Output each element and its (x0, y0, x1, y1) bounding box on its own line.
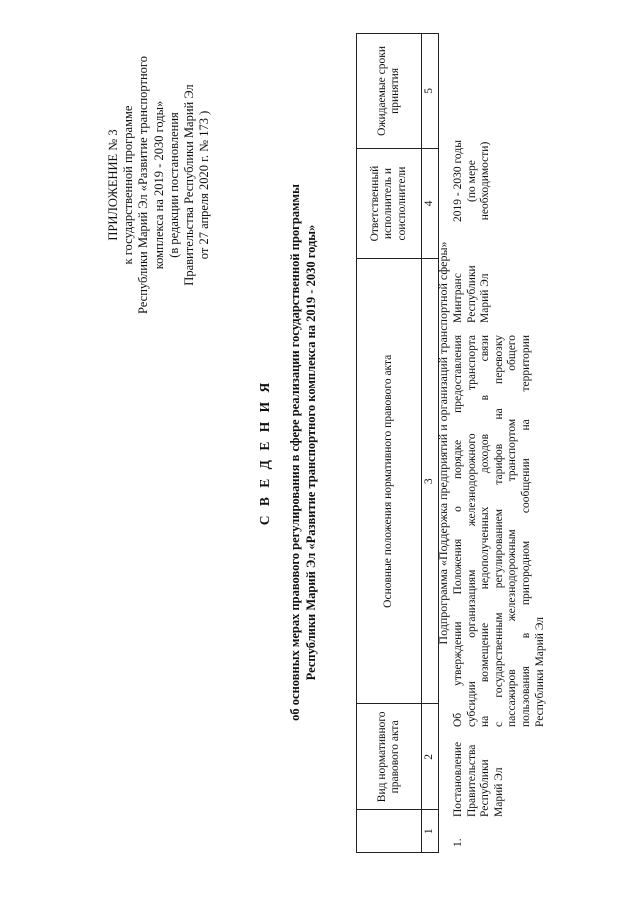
row-responsible (452, 235, 493, 323)
measures-table (356, 33, 439, 853)
row-provisions (452, 335, 547, 727)
header-cell-responsible: Ответственный исполнитель и соисполнители (357, 148, 422, 258)
row-act-type (452, 733, 506, 817)
appendix-line: ПРИЛОЖЕНИЕ № 3 (106, 129, 120, 241)
subprogram-title: Подпрограмма «Поддержка предприятий и организаций транспортной сферы» (436, 241, 450, 645)
provisions-line: Об утверждении Положения о порядке предоставления (452, 335, 464, 727)
header-cell-provisions: Основные положения нормативного правового акта (357, 259, 422, 704)
row-number: 1. (452, 838, 464, 847)
column-number-cell: 4 (422, 148, 439, 258)
header-cell-dates: Ожидаемые сроки принятия (357, 34, 422, 149)
dates-line: 2019 - 2030 годы (452, 140, 464, 222)
provisions-line: Республики Марий Эл (533, 616, 546, 727)
responsible-line: Республики (465, 265, 478, 323)
dates-line: (по мере (465, 160, 478, 202)
appendix-line: от 27 апреля 2020 г. № 173 ) (197, 110, 212, 260)
appendix-stamp (106, 35, 212, 335)
appendix-line: к государственной программе (121, 105, 136, 265)
appendix-line: Республики Марий Эл «Развитие транспортного (136, 56, 151, 314)
subheading-line: Республики Марий Эл «Развитие транспортного комплекса на 2019 - 2030 годы» (304, 224, 318, 681)
act-type-line: Правительства (465, 744, 478, 817)
column-number-cell: 3 (422, 259, 439, 704)
header-cell-act-type: Вид нормативного правового акта (357, 704, 422, 810)
document-subheading (287, 0, 319, 905)
act-type-line: Постановление (452, 741, 464, 817)
act-type-line: Республики (479, 759, 492, 817)
appendix-line: Правительства Республики Марий Эл (182, 84, 197, 286)
appendix-line: (в редакции постановления (166, 112, 181, 258)
row-expected-dates (452, 133, 493, 229)
provisions-line: пользования в пригородном сообщении на территории (519, 335, 532, 727)
provisions-line: на возмещение недополученных доходов в связи (479, 335, 492, 727)
responsible-line: Марий Эл (479, 273, 492, 323)
document-heading: С В Е Д Е Н И Я (257, 379, 272, 526)
column-number-cell: 2 (422, 704, 439, 810)
responsible-line: Минтранс (452, 273, 464, 323)
provisions-line: пассажиров железнодорожным транспортом общего (506, 335, 519, 727)
header-cell-number (357, 810, 422, 853)
provisions-line: субсидии организациям железнодорожного транспорта (465, 335, 478, 727)
column-number-cell: 1 (422, 810, 439, 853)
act-type-line: Марий Эл (492, 767, 505, 817)
table-header-row (357, 34, 422, 853)
table-row (452, 33, 582, 853)
subheading-line: об основных мерах правового регулирования в сфере реализации государственной программы (288, 184, 302, 721)
provisions-line: с государственным регулированием тарифов на перевозку (492, 335, 505, 727)
dates-line: необходимости) (479, 141, 492, 221)
column-number-cell: 5 (422, 34, 439, 149)
appendix-line: комплекса на 2019 - 2030 годы» (151, 100, 166, 270)
